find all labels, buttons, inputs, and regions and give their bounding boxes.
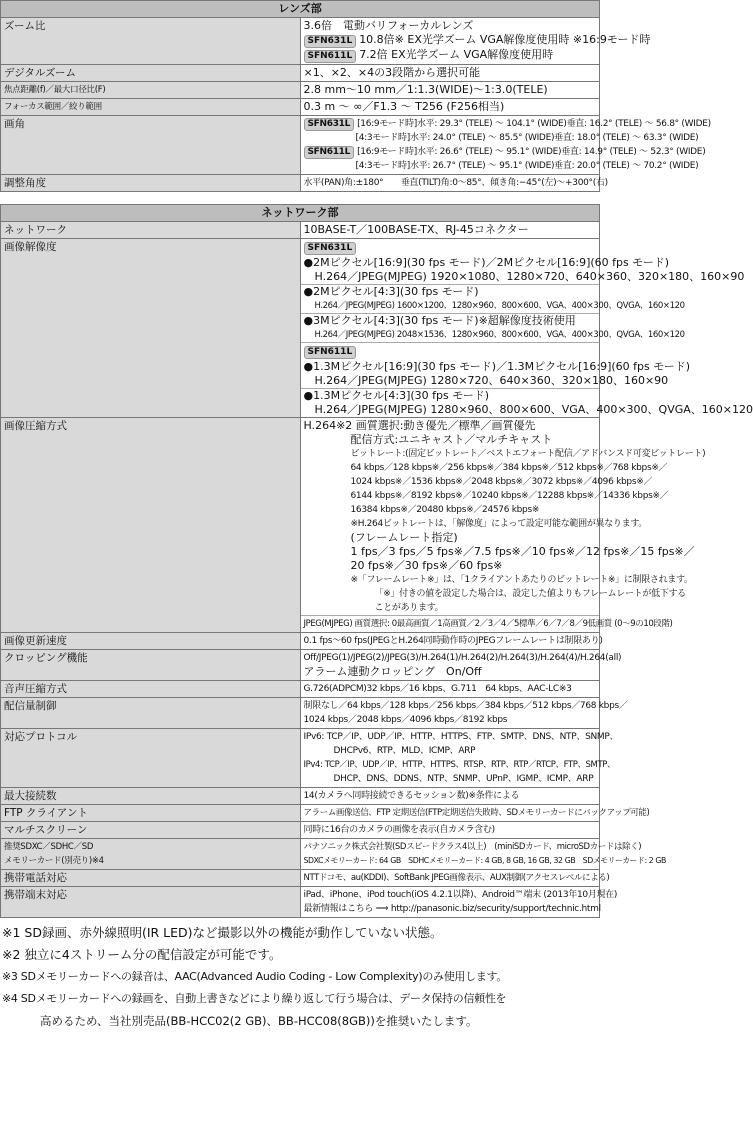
footnotes xyxy=(0,922,600,1032)
multiscreen-label: マルチスクリーン xyxy=(1,822,301,839)
network-value: 10BASE-T／100BASE-TX、RJ-45コネクター xyxy=(300,222,600,239)
footnote-1: ※1 SD録画、赤外線照明(IR LED)など撮影以外の機能が動作していない状態。 xyxy=(2,925,443,940)
res-line9: ●1.3Mピクセル[4:3](30 fps モード) xyxy=(303,389,490,402)
res-line4: H.264／JPEG(MJPEG) 1600×1200、1280×960、800×600、VGA、400×300、QVGA、160×120 xyxy=(301,299,600,314)
protocol-row xyxy=(1,729,600,788)
footnote-2: ※2 独立に4ストリーム分の配信設定が可能です。 xyxy=(2,947,282,962)
comp-line7: 16384 kbps※／20480 kbps※／24576 kbps※ xyxy=(350,505,540,515)
proto-line4: DHCP、DNS、DDNS、NTP、SNMP、UPnP、IGMP、ICMP、ARP xyxy=(333,774,594,784)
model-badge-sfn611l: SFN611L xyxy=(304,50,357,63)
protocol-label: 対応プロトコル xyxy=(1,729,301,788)
crop-label: クロッピング機能 xyxy=(1,650,301,681)
model-badge-sfn611l: SFN611L xyxy=(304,146,355,159)
comp-line11: 20 fps※／30 fps※／60 fps※ xyxy=(350,559,503,572)
max-connections-value: 14(カメラへ同時接続できるセッション数)※条件による xyxy=(300,788,600,805)
angle-m2-r1-h: [16:9モード時]水平: 26.6° (TELE) 〜 95.1° (WIDE) xyxy=(357,147,562,157)
focal-row xyxy=(1,82,600,99)
zoom-line1: 3.6倍 電動バリフォーカルレンズ xyxy=(303,19,474,32)
proto-line3: IPv4: TCP／IP、UDP／IP、HTTP、HTTPS、RTSP、RTP、RTP／RTCP、FTP、SMTP、 xyxy=(303,760,616,770)
focal-label: 焦点距離(f)／最大口径比(F) xyxy=(1,82,301,99)
proto-line2: DHCPv6、RTP、MLD、ICMP、ARP xyxy=(333,746,476,756)
proto-line1: IPv6: TCP／IP、UDP／IP、HTTP、HTTPS、FTP、SMTP、DNS、NTP、SNMP、 xyxy=(303,732,619,742)
digital-zoom-row xyxy=(1,65,600,82)
lens-spec-table xyxy=(0,0,711,192)
focal-value: 2.8 mm〜10 mm／1:1.3(WIDE)〜1:3.0(TELE) xyxy=(300,82,600,99)
adjust-label: 調整角度 xyxy=(1,175,301,192)
digital-zoom-label: デジタルズーム xyxy=(1,65,301,82)
digital-zoom-value: ×1、×2、×4の3段階から選択可能 xyxy=(300,65,600,82)
comp-line15: JPEG(MJPEG) 画質選択: 0最高画質／1高画質／2／3／4／5標準／6／7／8／9低画質 (0〜9の10段階) xyxy=(303,619,673,629)
model-badge-sfn631l: SFN631L xyxy=(304,118,355,131)
comp-line4: 64 kbps／128 kbps※／256 kbps※／384 kbps※／512 kbps※／768 kbps※／ xyxy=(350,463,668,473)
mobile-label: 携帯電話対応 xyxy=(1,870,301,887)
model-badge-sfn631l: SFN631L xyxy=(304,242,357,255)
network-row xyxy=(1,222,600,239)
comp-line3: ビットレート:(固定ビットレート／ベストエフォート配信／アドバンスド可変ビットレート) xyxy=(350,449,706,459)
angle-m1-r2-v: 垂直: 18.0° (TELE) 〜 63.3° (WIDE) xyxy=(554,133,699,143)
sd-label-line1: 推奨SDXC／SDHC／SD xyxy=(4,842,94,852)
max-connections-label: 最大接続数 xyxy=(1,788,301,805)
angle-m1-r1-h: [16:9モード時]水平: 29.3° (TELE) 〜 104.1° (WIDE) xyxy=(357,119,567,129)
zoom-row xyxy=(1,18,600,65)
zoom-label: ズーム比 xyxy=(1,18,301,65)
res-line2: H.264／JPEG(MJPEG) 1920×1080、1280×720、640×360、320×180、160×90 xyxy=(301,270,600,285)
refresh-row xyxy=(1,633,600,650)
network-spec-table xyxy=(0,204,753,918)
terminal-line1: iPad、iPhone、iPod touch(iOS 4.2.1以降)、Android™端末 (2013年10月現在) xyxy=(303,890,618,900)
ftp-row xyxy=(1,805,600,822)
focus-value: 0.3 m 〜 ∞／F1.3 〜 T256 (F256相当) xyxy=(300,99,600,116)
adjust-value: 水平(PAN)角:±180° 垂直(TILT)角:0〜85°、傾き角:−45°(左)〜+300°(右) xyxy=(300,175,600,192)
sd-card-row xyxy=(1,839,600,870)
res-line7: ●1.3Mピクセル[16:9](30 fps モード)／1.3Mピクセル[16:9](60 fps モード) xyxy=(303,360,691,373)
angle-m1-r1-v: 垂直: 16.2° (TELE) 〜 56.8° (WIDE) xyxy=(566,119,711,129)
angle-m2-r2-h: [4:3モード時]水平: 26.7° (TELE) 〜 95.1° (WIDE) xyxy=(355,161,555,171)
distribution-row xyxy=(1,698,600,729)
mobile-value: NTTドコモ、au(KDDI)、SoftBank JPEG画像表示、AUX制御(アクセスレベルによる) xyxy=(300,870,600,887)
angle-row xyxy=(1,116,600,175)
footnote-4b: 高めるため、当社別売品(BB-HCC02(2 GB)、BB-HCC08(8GB))を推奨いたします。 xyxy=(40,1014,478,1028)
ftp-label: FTP クライアント xyxy=(1,805,301,822)
res-line5: ●3Mピクセル[4:3](30 fps モード)※超解像度技術使用 xyxy=(303,314,576,327)
res-line3: ●2Mピクセル[4:3](30 fps モード) xyxy=(303,285,479,298)
comp-line12: ※「フレームレート※」は、「1クライアントあたりのビットレート※」に制限されます。 xyxy=(350,575,693,585)
audio-row xyxy=(1,681,600,698)
terminal-line2: 最新情報はこちら ⟹ http://panasonic.biz/security/support/technic.html xyxy=(303,904,601,914)
zoom-sfn611l-text: 7.2倍 EX光学ズーム VGA解像度使用時 xyxy=(359,48,554,61)
comp-line13: 「※」付きの値を設定した場合は、設定した値よりもフレームレートが低下する xyxy=(374,589,686,599)
angle-m2-r1-v: 垂直: 14.9° (TELE) 〜 52.3° (WIDE) xyxy=(561,147,706,157)
dist-line1: 制限なし／64 kbps／128 kbps／256 kbps／384 kbps／512 kbps／768 kbps／ xyxy=(303,701,628,711)
focus-row xyxy=(1,99,600,116)
refresh-value: 0.1 fps〜60 fps(JPEGとH.264同時動作時のJPEGフレームレートは制限あり) xyxy=(300,633,600,650)
comp-line6: 6144 kbps※／8192 kbps※／10240 kbps※／12288 kbps※／14336 kbps※／ xyxy=(350,491,669,501)
comp-line9: (フレームレート指定) xyxy=(350,531,458,544)
comp-line2: 配信方式:ユニキャスト／マルチキャスト xyxy=(350,433,553,446)
zoom-sfn631l-text: 10.8倍※ EX光学ズーム VGA解像度使用時 ※16:9モード時 xyxy=(359,33,651,46)
lens-section-header: レンズ部 xyxy=(1,1,600,18)
model-badge-sfn611l: SFN611L xyxy=(304,346,357,359)
compression-label: 画像圧縮方式 xyxy=(1,418,301,633)
audio-label: 音声圧縮方式 xyxy=(1,681,301,698)
angle-label: 画角 xyxy=(1,116,301,175)
terminal-row xyxy=(1,887,600,918)
res-line10: H.264／JPEG(MJPEG) 1280×960、800×600、VGA、400×300、QVGA、160×120 xyxy=(314,403,753,416)
comp-line5: 1024 kbps※／1536 kbps※／2048 kbps※／3072 kbps※／4096 kbps※／ xyxy=(350,477,653,487)
network-section-header: ネットワーク部 xyxy=(1,205,600,222)
refresh-label: 画像更新速度 xyxy=(1,633,301,650)
crop-row xyxy=(1,650,600,681)
sd-label-line2: メモリーカード(別売り)※4 xyxy=(4,856,104,866)
comp-line1: H.264※2 画質選択:動き優先／標準／画質優先 xyxy=(303,419,536,432)
footnote-3: ※3 SDメモリーカードへの録音は、AAC(Advanced Audio Coding - Low Complexity)のみ使用します。 xyxy=(2,970,508,983)
adjust-row xyxy=(1,175,600,192)
sd-line2: SDXCメモリーカード: 64 GB SDHCメモリーカード: 4 GB, 8 GB, 16 GB, 32 GB SDメモリーカード: 2 GB xyxy=(303,856,666,865)
sd-line1: パナソニック株式会社製(SDスピードクラス4以上) (miniSDカード、microSDカードは除く) xyxy=(303,842,642,852)
audio-value: G.726(ADPCM)32 kbps／16 kbps、G.711 64 kbps、AAC-LC※3 xyxy=(300,681,600,698)
focus-label: フォーカス範囲／絞り範囲 xyxy=(1,99,301,116)
crop-line1: Off/JPEG(1)/JPEG(2)/JPEG(3)/H.264(1)/H.264(2)/H.264(3)/H.264(4)/H.264(all) xyxy=(303,653,622,663)
res-line1: ●2Mピクセル[16:9](30 fps モード)／2Mピクセル[16:9](60 fps モード) xyxy=(303,256,670,269)
comp-line8: ※H.264ビットレートは、「解像度」によって設定可能な範囲が異なります。 xyxy=(350,519,648,529)
model-badge-sfn631l: SFN631L xyxy=(304,35,357,48)
compression-row xyxy=(1,418,600,633)
max-connections-row xyxy=(1,788,600,805)
ftp-value: アラーム画像送信、FTP 定期送信(FTP定期送信失敗時、SDメモリーカードにバックアップ可能) xyxy=(300,805,600,822)
footnote-4a: ※4 SDメモリーカードへの録画を、自動上書きなどにより繰り返して行う場合は、データ保持の信頼性を xyxy=(2,992,507,1005)
angle-m2-r2-v: 垂直: 20.0° (TELE) 〜 70.2° (WIDE) xyxy=(554,161,699,171)
comp-line10: 1 fps／3 fps／5 fps※／7.5 fps※／10 fps※／12 fps※／15 fps※／ xyxy=(350,545,695,558)
multiscreen-value: 同時に16台のカメラの画像を表示(自カメラ含む) xyxy=(300,822,600,839)
resolution-row xyxy=(1,239,600,418)
angle-m1-r2-h: [4:3モード時]水平: 24.0° (TELE) 〜 85.5° (WIDE) xyxy=(355,133,555,143)
terminal-label: 携帯端末対応 xyxy=(1,887,301,918)
crop-line2: アラーム連動クロッピング On/Off xyxy=(303,665,482,678)
resolution-label: 画像解像度 xyxy=(1,239,301,418)
res-line8: H.264／JPEG(MJPEG) 1280×720、640×360、320×180、160×90 xyxy=(301,374,600,389)
multiscreen-row xyxy=(1,822,600,839)
network-label: ネットワーク xyxy=(1,222,301,239)
res-line6: H.264／JPEG(MJPEG) 2048×1536、1280×960、800×600、VGA、400×300、QVGA、160×120 xyxy=(301,328,600,343)
dist-line2: 1024 kbps／2048 kbps／4096 kbps／8192 kbps xyxy=(303,715,508,725)
distribution-label: 配信量制御 xyxy=(1,698,301,729)
comp-line14: ことがあります。 xyxy=(301,601,600,616)
mobile-row xyxy=(1,870,600,887)
